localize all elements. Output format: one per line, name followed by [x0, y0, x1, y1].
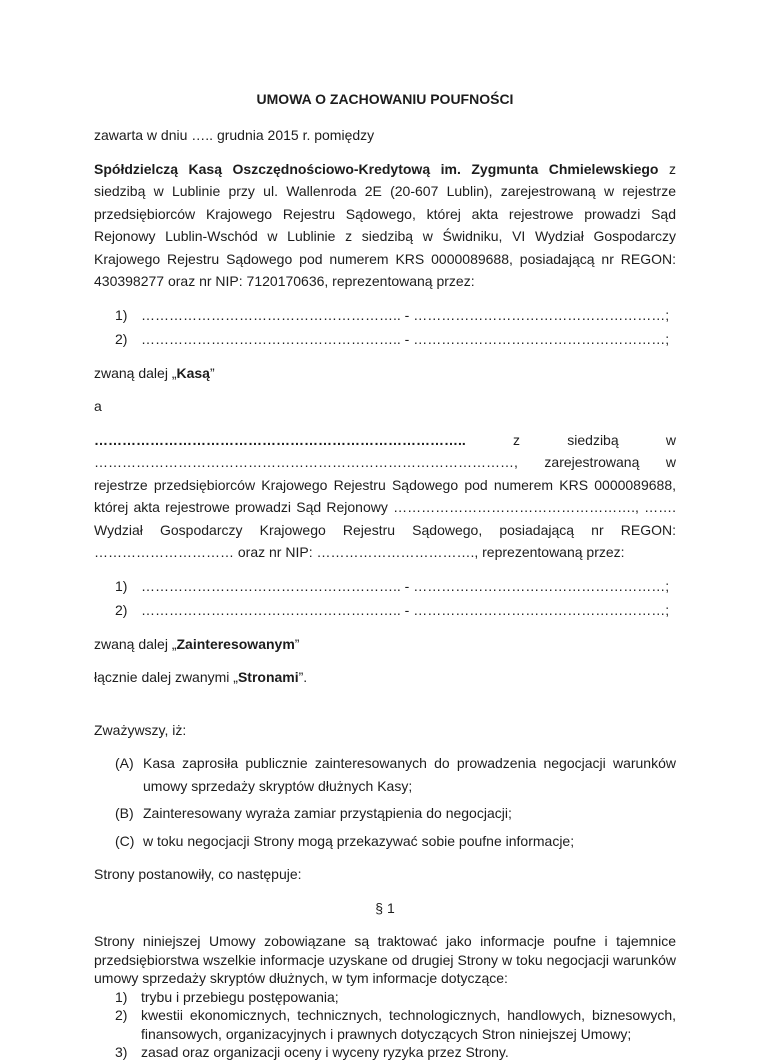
section-list-text: kwestii ekonomicznych, technicznych, technologicznych, handlowych, biznesowych, finansowych, organizacyjnych i prawnych dotyczących Stron niniejszej Umowy; — [141, 1007, 676, 1042]
zainteresowany-definition-line — [94, 633, 676, 656]
party2-paragraph — [94, 429, 676, 564]
section-list-item — [94, 1006, 676, 1043]
list-marker: 1) — [115, 577, 128, 594]
conjunction-a: a — [94, 398, 102, 414]
representative-blank-line: ……………………………………………….. - ………………………………………………; — [141, 577, 670, 594]
list-marker: 3) — [115, 1044, 128, 1060]
recital-marker: (B) — [115, 805, 134, 821]
section-1-heading: § 1 — [375, 899, 395, 916]
representative-blank-line: ……………………………………………….. - ………………………………………………; — [141, 331, 670, 347]
section-1-list — [94, 988, 676, 1062]
recitals-intro: Zważywszy, iż: — [94, 721, 187, 738]
definition-prefix: zwaną dalej „ — [94, 364, 177, 381]
definition-prefix: zwaną dalej „ — [94, 635, 177, 652]
recital-text: Kasa zaprosiła publicznie zainteresowanych do prowadzenia negocjacji warunków umowy sprzedaży skryptów dłużnych Kasy; — [143, 755, 676, 794]
recitals-list — [94, 752, 676, 852]
list-item — [94, 575, 676, 598]
kasa-definition-line — [94, 362, 676, 385]
recital-text: w toku negocjacji Strony mogą przekazywać sobie poufne informacje; — [143, 832, 575, 849]
section-list-item — [94, 1043, 676, 1062]
party1-representatives-list — [94, 304, 676, 351]
party2-representatives-list — [94, 575, 676, 622]
list-marker: 1) — [115, 306, 128, 323]
intro-line: zawarta w dniu ….. grudnia 2015 r. pomiędzy — [94, 127, 375, 143]
party1-name: Spółdzielczą Kasą Oszczędnościowo-Kredytową im. Zygmunta Chmielewskiego — [94, 160, 659, 177]
section-1-body: Strony niniejszej Umowy zobowiązane są traktować jako informacje poufne i tajemnice przedsiębiorstwa wszelkie informacje uzyskane od drugiej Strony w toku negocjacji warunków umowy sprzedaży skryptów dłużnych, w tym informacje dotyczące: — [94, 933, 676, 986]
defined-term: Stronami — [237, 669, 299, 685]
stronami-definition-line — [94, 666, 676, 689]
recital-item — [94, 752, 676, 797]
list-marker: 2) — [115, 331, 128, 347]
recital-item — [94, 802, 676, 825]
section-list-text: zasad oraz organizacji oceny i wyceny ryzyka przez Strony. — [141, 1044, 509, 1060]
recital-marker: (A) — [115, 755, 134, 771]
resolution-line: Strony postanowiły, co następuje: — [94, 866, 302, 882]
party1-details: z siedzibą w Lublinie przy ul. Wallenroda 2E (20-607 Lublin), zarejestrowaną w rejestrze przedsiębiorców Krajowego Rejestru Sądowego, której akta rejestrowe prowadzi Sąd Rejonowy Lublin-Wschód w Lublinie z siedzibą w Świdniku, VI Wydział Gospodarczy Krajowego Rejestru Sądowego pod numerem KRS 0000089688, posiadającą nr REGON: 430398277 oraz nr NIP: 7120170636, reprezentowaną przez: — [94, 160, 676, 289]
section-list-item — [94, 988, 676, 1007]
document-title: UMOWA O ZACHOWANIU POUFNOŚCI — [256, 91, 514, 107]
representative-blank-line: ……………………………………………….. - ………………………………………………; — [141, 602, 670, 618]
recital-marker: (C) — [115, 832, 135, 849]
definition-suffix: ” — [209, 364, 215, 381]
definition-suffix: ” — [294, 635, 300, 652]
list-marker: 2) — [115, 1007, 128, 1023]
party2-name-blank: …………………………………………………………………….. — [94, 431, 466, 448]
defined-term: Zainteresowanym — [176, 635, 295, 652]
recital-item — [94, 830, 676, 853]
definition-suffix: ”. — [298, 669, 308, 685]
defined-term: Kasą — [176, 364, 210, 381]
list-marker: 1) — [115, 988, 128, 1005]
recital-text: Zainteresowany wyraża zamiar przystąpienia do negocjacji; — [143, 805, 512, 821]
definition-prefix: łącznie dalej zwanymi „ — [94, 669, 238, 685]
list-item — [94, 328, 676, 351]
list-marker: 2) — [115, 602, 128, 618]
party2-details: z siedzibą w ………………………………………………………………………………, zarejestrowaną w rejestrze przedsiębiorców Krajowego Rejestru Sądowego pod numerem KRS 0000089688, której akta rejestrowe prowadzi Sąd Rejonowy ……………………………………………., ……. Wydział Gospodarczy Krajowego Rejestru Sądowego, posiadającą nr REGON: ………………………… oraz nr NIP: ……………………………., reprezentowaną przez: — [94, 431, 676, 560]
party1-paragraph — [94, 158, 676, 293]
list-item — [94, 599, 676, 622]
section-list-text: trybu i przebiegu postępowania; — [141, 988, 339, 1005]
list-item — [94, 304, 676, 327]
representative-blank-line: ……………………………………………….. - ………………………………………………; — [141, 306, 670, 323]
